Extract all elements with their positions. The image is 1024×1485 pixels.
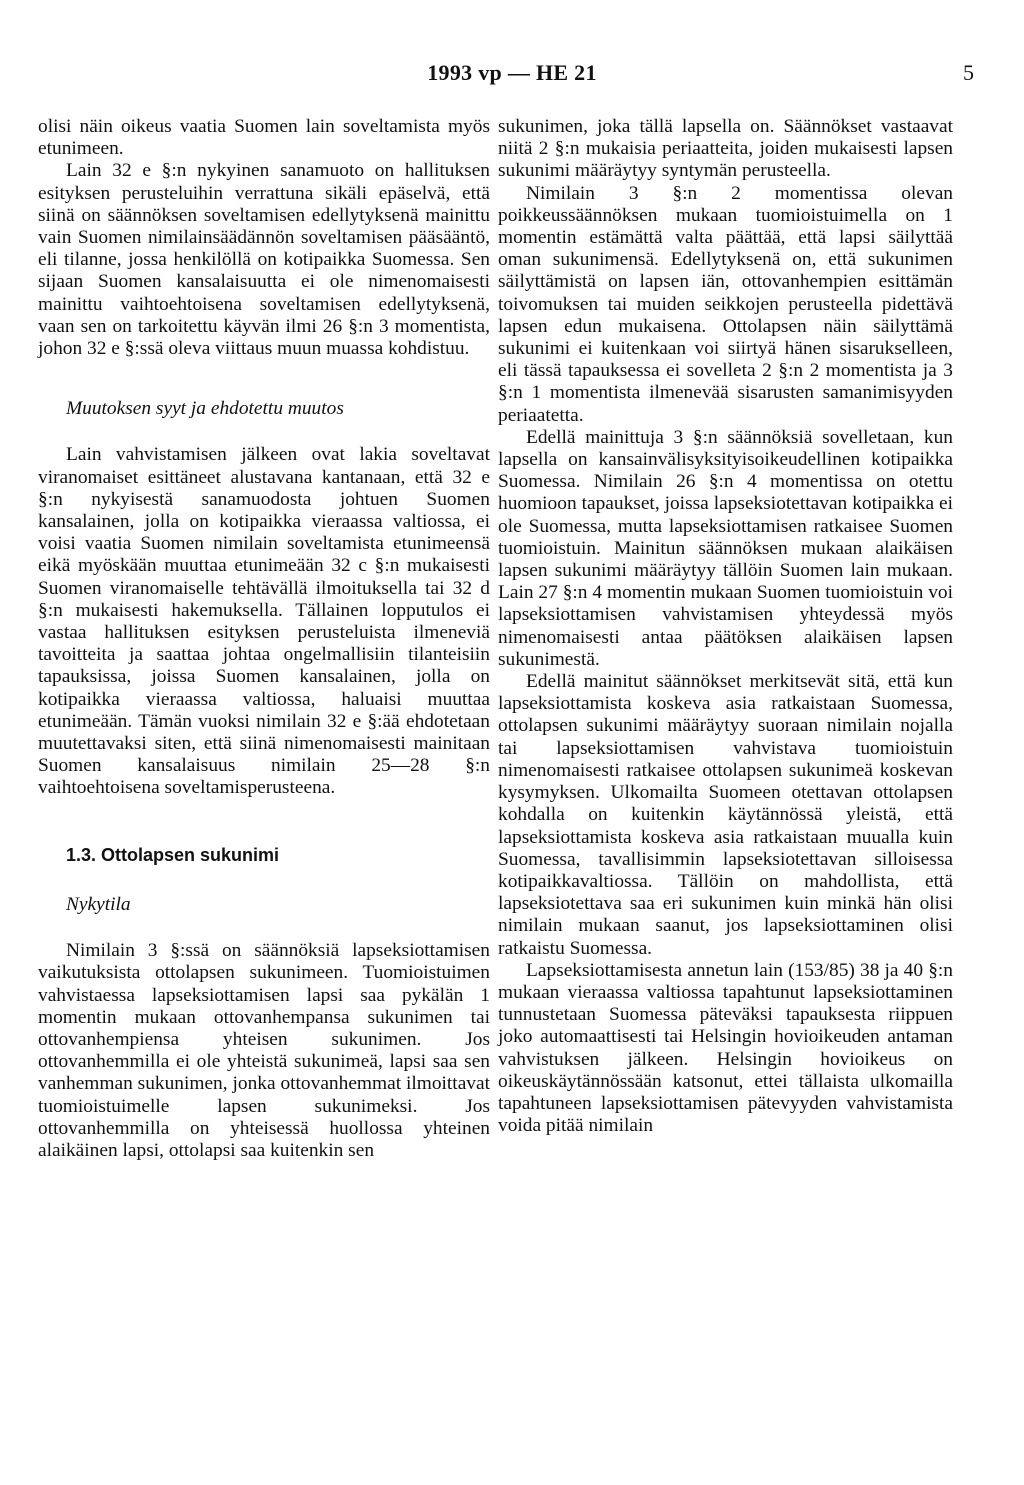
paragraph: Lain 32 e §:n nykyinen sanamuoto on hallituksen esityksen perusteluihin verrattuna sikäli epäselvä, että siinä on säännöksen soveltamisen edellytyksenä mainittu vain Suomen nimilainsäädännön soveltamisen pääsääntö, eli tilanne, jossa henkilöllä on kotipaikka Suomessa. Sen sijaan Suomen kansalaisuutta ei ole nimenomaisesti mainittu vaihtoehtoisena soveltamisen edellytyksenä, vaan sen on tarkoitettu käyvän ilmi 26 §:n 3 momentista, johon 32 e §:ssä oleva viittaus muun muassa kohdistuu.: [38, 160, 490, 360]
running-title: 1993 vp — HE 21: [427, 60, 597, 85]
page-header: [0, 60, 1024, 90]
paragraph: Nimilain 3 §:ssä on säännöksiä lapseksiottamisen vaikutuksista ottolapsen sukunimeen. Tuomioistuimen vahvistaessa lapseksiottamisen lapsi saa pykälän 1 momentin mukaan ottovanhempansa sukunimen tai ottovanhempiensa yhteisen sukunimen. Jos ottovanhemmilla ei ole yhteistä sukunimeä, lapsi saa sen vanhemman sukunimen, jonka ottovanhemmat ilmoittavat tuomioistuimelle lapsen sukunimeksi. Jos ottovanhemmilla on yhteisessä huollossa yhteinen alaikäinen lapsi, ottolapsi saa kuitenkin sen: [38, 940, 490, 1161]
paragraph: Edellä mainittuja 3 §:n säännöksiä sovelletaan, kun lapsella on kansainvälisyksityisoikeudellinen kotipaikka Suomessa. Nimilain 26 §:n 4 momentissa on otettu huomioon tapaukset, joissa lapseksiotettavan kotipaikka ei ole Suomessa, mutta lapseksiottamisen ratkaisee Suomen tuomioistuin. Mainitun säännöksen mukaan alaikäisen lapsen sukunimi määräytyy tällöin Suomen lain mukaan. Lain 27 §:n 4 momentin mukaan Suomen tuomioistuin voi lapseksiottamisen vahvistamisen yhteydessä myös nimenomaisesti antaa päätöksen alaikäisen lapsen sukunimestä.: [498, 426, 953, 670]
paragraph: Nimilain 3 §:n 2 momentissa olevan poikkeussäännöksen mukaan tuomioistuimella on 1 momentin estämättä valta päättää, että lapsi säilyttää oman sukunimensä. Edellytyksenä on, että sukunimen säilyttämistä on lapsen iän, ottovanhempien esittämän toivomuksen tai muiden seikkojen perusteella pidettävä lapsen edun mukaisena. Ottolapsen näin säilyttämä sukunimi ei kuitenkaan voi siirtyä hänen sisarukselleen, eli tässä tapauksessa ei sovelleta 2 §:n 2 momentista ja 3 §:n 1 momentista ilmenevää sisarusten samanimisyyden periaatetta.: [498, 182, 953, 426]
paragraph: Lapseksiottamisesta annetun lain (153/85) 38 ja 40 §:n mukaan vieraassa valtiossa tapahtunut lapseksiottaminen tunnustetaan Suomessa päteväksi tapauksesta riippuen joko automaattisesti tai Helsingin hovioikeuden antaman vahvistuksen jälkeen. Helsingin hovioikeus on oikeuskäytännössään katsonut, ettei tällaista ulkomailla tapahtuneen lapseksiottamisen pätevyyden vahvistamista voida pitää nimilain: [498, 959, 953, 1137]
subheading: Nykytila: [66, 893, 131, 915]
subheading: Muutoksen syyt ja ehdotettu muutos: [66, 398, 344, 420]
right-column: [498, 116, 953, 1137]
paragraph: Edellä mainitut säännökset merkitsevät sitä, että kun lapseksiottamista koskeva asia ratkaistaan Suomessa, ottolapsen sukunimi määräytyy suoraan nimilain nojalla tai lapseksiottamisen vahvistava tuomioistuin nimenomaisesti ratkaisee ottolapsen sukunimeä koskevan kysymyksen. Ulkomailta Suomeen otettavan ottolapsen kohdalla on kuitenkin käytännössä yleistä, että lapseksiottamista koskeva asia ratkaistaan muualla kuin Suomessa, tavallisimmin lapseksiotettavan silloisessa kotipaikkavaltiossa. Tällöin on mahdollista, että lapseksiotettava saa eri sukunimen kuin minkä hän olisi nimilain mukaan saanut, jos lapseksiottaminen olisi ratkaistu Suomessa.: [498, 671, 953, 959]
paragraph: Lain vahvistamisen jälkeen ovat lakia soveltavat viranomaiset esittäneet alustavana kantanaan, että 32 e §:n nykyisestä sanamuodosta johtuen Suomen kansalainen, jolla on kotipaikka vieraassa valtiossa, ei voisi vaatia Suomen nimilain soveltamista etunimeensä eikä myöskään muuttaa etunimeään 32 c §:n mukaisesti Suomen viranomaiselle tehtävällä ilmoituksella tai 32 d §:n mukaisesti hakemuksella. Tällainen lopputulos ei vastaa hallituksen esityksen perusteluista ilmeneviä tavoitteita ja saattaa johtaa ongelmallisiin tilanteisiin tapauksissa, joissa Suomen kansalainen, jolla on kotipaikka vieraassa valtiossa, haluaisi muuttaa etunimeään. Tämän vuoksi nimilain 32 e §:ää ehdotetaan muutettavaksi siten, että siinä nimenomaisesti mainitaan Suomen kansalaisuus nimilain 25—28 §:n vaihtoehtoisena soveltamisperusteena.: [38, 444, 490, 799]
section-heading: 1.3. Ottolapsen sukunimi: [66, 844, 280, 865]
page-number: 5: [963, 60, 974, 85]
left-column: [38, 116, 490, 1162]
paragraph: olisi näin oikeus vaatia Suomen lain soveltamista myös etunimeen.: [38, 116, 490, 160]
paragraph: sukunimen, joka tällä lapsella on. Säännökset vastaavat niitä 2 §:n mukaisia periaatteita, joiden mukaisesti lapsen sukunimi määräytyy syntymän perusteella.: [498, 116, 953, 182]
